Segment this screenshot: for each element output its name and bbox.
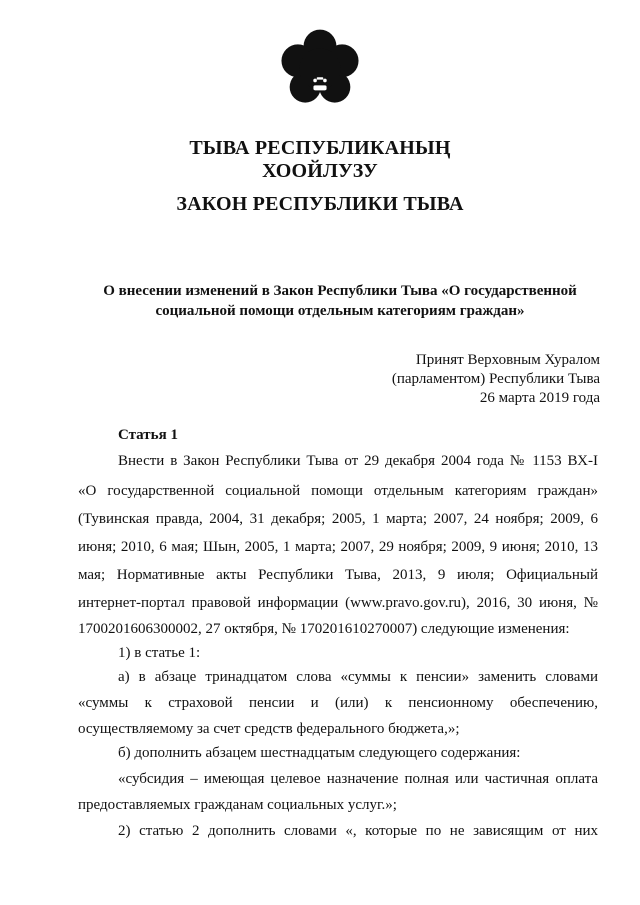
body-line: осуществляемому за счет средств федерального бюджета,»; bbox=[78, 721, 460, 737]
law-title-line-2: социальной помощи отдельным категориям граждан» bbox=[155, 303, 525, 319]
law-type-heading: ЗАКОН РЕСПУБЛИКИ ТЫВА bbox=[176, 193, 464, 215]
law-title bbox=[80, 281, 600, 321]
body-line: 1700201606300002, 27 октября, № 170201610270007) следующие изменения: bbox=[78, 621, 570, 637]
adoption-note bbox=[392, 351, 600, 408]
body-line: июня; 2010, 6 мая; Шын, 2005, 1 марта; 2007, 29 ноября; 2009, 9 июня; 2010, 13 bbox=[78, 539, 598, 555]
body-line: мая; Нормативные акты Республики Тыва, 2013, 9 июля; Официальный bbox=[78, 567, 598, 583]
law-title-line-1: О внесении изменений в Закон Республики Тыва «О государственной bbox=[103, 283, 577, 299]
body-line: Внести в Закон Республики Тыва от 29 декабря 2004 года № 1153 ВХ-I bbox=[118, 453, 598, 469]
body-line: «суммы к страховой пенсии и (или) к пенсионному обеспечению, bbox=[78, 695, 598, 711]
header-line-2: ХООЙЛУЗУ bbox=[262, 160, 378, 182]
body-line: а) в абзаце тринадцатом слова «суммы к пенсии» заменить словами bbox=[118, 669, 598, 685]
adoption-line-2: (парламентом) Республики Тыва bbox=[391, 371, 600, 387]
body-line: интернет-портал правовой информации (www.pravo.gov.ru), 2016, 30 июня, № bbox=[78, 595, 598, 611]
tuva-emblem-icon bbox=[279, 28, 361, 110]
header-line-1: ТЫВА РЕСПУБЛИКАНЫҢ bbox=[189, 137, 451, 159]
article-heading: Статья 1 bbox=[118, 427, 178, 443]
body-line: 1) в статье 1: bbox=[118, 645, 201, 661]
body-line: предоставляемых гражданам социальных услуг.»; bbox=[78, 797, 397, 813]
adoption-date: 26 марта 2019 года bbox=[479, 390, 600, 406]
adoption-line-1: Принят Верховным Хуралом bbox=[415, 352, 600, 368]
body-line: 2) статью 2 дополнить словами «, которые по не зависящим от них bbox=[118, 823, 598, 839]
body-line: «О государственной социальной помощи отдельным категориям граждан» bbox=[78, 483, 598, 499]
body-line: (Тувинская правда, 2004, 31 декабря; 2005, 1 марта; 2007, 24 ноября; 2009, 6 bbox=[78, 511, 598, 527]
body-line: б) дополнить абзацем шестнадцатым следующего содержания: bbox=[118, 745, 521, 761]
body-line: «субсидия – имеющая целевое назначение полная или частичная оплата bbox=[118, 771, 598, 787]
